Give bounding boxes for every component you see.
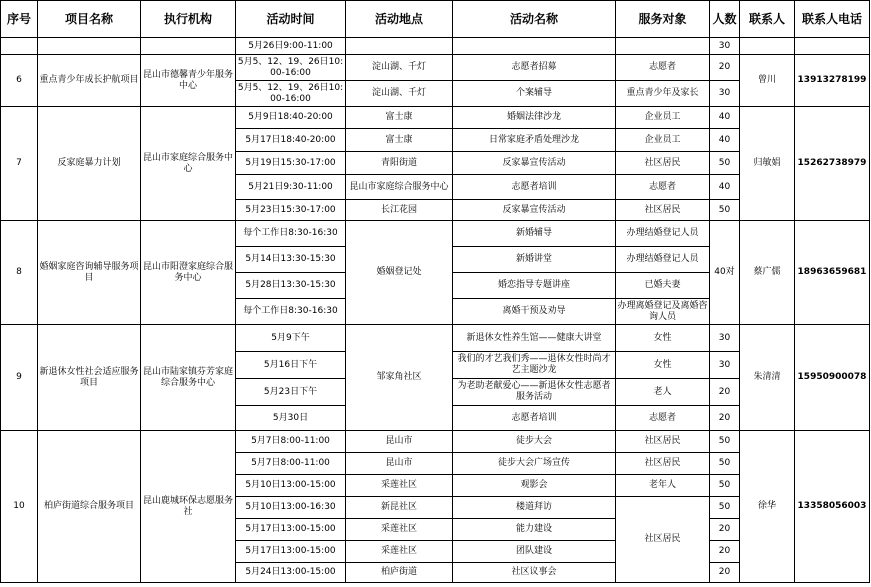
cell-target: 企业员工 xyxy=(616,107,710,129)
cell-activity: 观影会 xyxy=(453,475,616,497)
cell-place: 昆山市 xyxy=(346,453,453,475)
cell-no xyxy=(1,38,38,55)
cell-target: 女性 xyxy=(616,325,710,352)
cell-time: 5月10日13:00-16:30 xyxy=(236,497,346,519)
cell-phone: 18963659681 xyxy=(795,221,870,325)
cell-time: 5月17日13:00-15:00 xyxy=(236,519,346,541)
cell-project: 柏庐街道综合服务项目 xyxy=(38,431,141,583)
cell-time: 5月5、12、19、26日10:00-16:00 xyxy=(236,81,346,107)
cell-count: 50 xyxy=(710,152,740,175)
cell-project: 反家庭暴力计划 xyxy=(38,107,141,221)
cell-contact: 蔡广儒 xyxy=(740,221,795,325)
cell-activity: 徒步大会广场宣传 xyxy=(453,453,616,475)
cell-count: 30 xyxy=(710,81,740,107)
cell-target: 老年人 xyxy=(616,475,710,497)
cell-count: 40 xyxy=(710,129,740,152)
table-row xyxy=(1,107,870,129)
cell-activity: 楼道拜访 xyxy=(453,497,616,519)
cell-activity: 志愿者招募 xyxy=(453,55,616,81)
cell-place: 采莲社区 xyxy=(346,475,453,497)
header-count: 人数 xyxy=(710,1,740,38)
cell-count: 30 xyxy=(710,38,740,55)
cell-place: 富士康 xyxy=(346,107,453,129)
cell-target: 社区居民 xyxy=(616,431,710,453)
cell-place: 长江花园 xyxy=(346,200,453,221)
cell-activity: 婚姻法律沙龙 xyxy=(453,107,616,129)
cell-activity: 社区议事会 xyxy=(453,563,616,583)
cell-count: 20 xyxy=(710,563,740,583)
cell-place: 采莲社区 xyxy=(346,519,453,541)
header-row xyxy=(1,1,870,38)
table-row xyxy=(1,325,870,352)
cell-target: 志愿者 xyxy=(616,406,710,431)
cell-phone: 15950900078 xyxy=(795,325,870,431)
cell-time: 每个工作日8:30-16:30 xyxy=(236,221,346,247)
cell-org: 昆山市阳澄家庭综合服务中心 xyxy=(141,221,236,325)
cell-count: 50 xyxy=(710,200,740,221)
cell-target: 企业员工 xyxy=(616,129,710,152)
cell-activity: 新婚讲堂 xyxy=(453,247,616,273)
table-row xyxy=(1,221,870,247)
cell-contact: 朱清清 xyxy=(740,325,795,431)
header-time: 活动时间 xyxy=(236,1,346,38)
cell-project xyxy=(38,38,141,55)
cell-place: 采莲社区 xyxy=(346,541,453,563)
cell-time: 5月19日15:30-17:00 xyxy=(236,152,346,175)
cell-target xyxy=(616,38,710,55)
cell-project: 婚姻家庭咨询辅导服务项目 xyxy=(38,221,141,325)
cell-count: 50 xyxy=(710,453,740,475)
cell-place: 邹家角社区 xyxy=(346,325,453,431)
cell-place: 柏庐街道 xyxy=(346,563,453,583)
cell-time: 5月23日15:30-17:00 xyxy=(236,200,346,221)
cell-time: 5月23日下午 xyxy=(236,379,346,406)
cell-activity xyxy=(453,38,616,55)
cell-time: 5月28日13:30-15:30 xyxy=(236,273,346,299)
cell-place: 淀山湖、千灯 xyxy=(346,81,453,107)
cell-count: 20 xyxy=(710,406,740,431)
cell-time: 5月21日9:30-11:00 xyxy=(236,175,346,200)
cell-activity: 团队建设 xyxy=(453,541,616,563)
cell-target: 社区居民 xyxy=(616,453,710,475)
cell-count: 20 xyxy=(710,55,740,81)
cell-time: 5月24日13:00-15:00 xyxy=(236,563,346,583)
cell-project: 新退休女性社会适应服务项目 xyxy=(38,325,141,431)
cell-time: 5月5、12、19、26日10:00-16:00 xyxy=(236,55,346,81)
cell-time: 5月10日13:00-15:00 xyxy=(236,475,346,497)
cell-target: 办理离婚登记及离婚咨询人员 xyxy=(616,299,710,325)
cell-time: 5月17日18:40-20:00 xyxy=(236,129,346,152)
cell-place: 淀山湖、千灯 xyxy=(346,55,453,81)
cell-activity: 反家暴宣传活动 xyxy=(453,152,616,175)
cell-activity: 志愿者培训 xyxy=(453,175,616,200)
cell-target: 办理结婚登记人员 xyxy=(616,221,710,247)
cell-time: 5月9日18:40-20:00 xyxy=(236,107,346,129)
cell-target: 志愿者 xyxy=(616,175,710,200)
cell-no: 10 xyxy=(1,431,38,583)
table-row xyxy=(1,431,870,453)
cell-org xyxy=(141,38,236,55)
cell-count: 30 xyxy=(710,352,740,379)
cell-target: 重点青少年及家长 xyxy=(616,81,710,107)
cell-count: 50 xyxy=(710,431,740,453)
cell-activity: 徒步大会 xyxy=(453,431,616,453)
cell-phone: 13913278199 xyxy=(795,55,870,107)
cell-target: 社区居民 xyxy=(616,497,710,583)
cell-activity: 日常家庭矛盾处理沙龙 xyxy=(453,129,616,152)
cell-target: 已婚夫妻 xyxy=(616,273,710,299)
table-row xyxy=(1,55,870,81)
cell-contact xyxy=(740,38,795,55)
cell-contact: 归敏娟 xyxy=(740,107,795,221)
cell-org: 昆山市陆家镇芬芳家庭综合服务中心 xyxy=(141,325,236,431)
cell-activity: 能力建设 xyxy=(453,519,616,541)
cell-time: 5月9下午 xyxy=(236,325,346,352)
cell-time: 每个工作日8:30-16:30 xyxy=(236,299,346,325)
cell-target: 老人 xyxy=(616,379,710,406)
cell-target: 社区居民 xyxy=(616,152,710,175)
cell-time: 5月14日13:30-15:30 xyxy=(236,247,346,273)
cell-time: 5月7日8:00-11:00 xyxy=(236,431,346,453)
cell-activity: 为老助老献爱心——新退休女性志愿者服务活动 xyxy=(453,379,616,406)
cell-place: 昆山市家庭综合服务中心 xyxy=(346,175,453,200)
cell-count: 40对 xyxy=(710,221,740,325)
cell-contact: 曾川 xyxy=(740,55,795,107)
cell-activity: 离婚干预及劝导 xyxy=(453,299,616,325)
header-contact: 联系人 xyxy=(740,1,795,38)
cell-project: 重点青少年成长护航项目 xyxy=(38,55,141,107)
header-project: 项目名称 xyxy=(38,1,141,38)
cell-phone xyxy=(795,38,870,55)
cell-activity: 反家暴宣传活动 xyxy=(453,200,616,221)
cell-count: 50 xyxy=(710,475,740,497)
cell-time: 5月26日9:00-11:00 xyxy=(236,38,346,55)
cell-count: 50 xyxy=(710,497,740,519)
cell-no: 6 xyxy=(1,55,38,107)
cell-target: 社区居民 xyxy=(616,200,710,221)
cell-target: 志愿者 xyxy=(616,55,710,81)
table-row xyxy=(1,38,870,55)
cell-activity: 新婚辅导 xyxy=(453,221,616,247)
cell-activity: 新退休女性养生馆——健康大讲堂 xyxy=(453,325,616,352)
cell-time: 5月30日 xyxy=(236,406,346,431)
cell-count: 40 xyxy=(710,107,740,129)
cell-place xyxy=(346,38,453,55)
cell-count: 40 xyxy=(710,175,740,200)
cell-time: 5月16日下午 xyxy=(236,352,346,379)
cell-no: 8 xyxy=(1,221,38,325)
cell-org: 昆山市德馨青少年服务中心 xyxy=(141,55,236,107)
cell-activity: 志愿者培训 xyxy=(453,406,616,431)
cell-count: 20 xyxy=(710,379,740,406)
header-activity: 活动名称 xyxy=(453,1,616,38)
cell-place: 富士康 xyxy=(346,129,453,152)
header-no: 序号 xyxy=(1,1,38,38)
cell-place: 昆山市 xyxy=(346,431,453,453)
cell-count: 20 xyxy=(710,519,740,541)
cell-time: 5月7日8:00-11:00 xyxy=(236,453,346,475)
cell-activity: 婚恋指导专题讲座 xyxy=(453,273,616,299)
cell-time: 5月17日13:00-15:00 xyxy=(236,541,346,563)
cell-place: 青阳街道 xyxy=(346,152,453,175)
cell-place: 婚姻登记处 xyxy=(346,221,453,325)
cell-org: 昆山鹿城环保志愿服务社 xyxy=(141,431,236,583)
header-org: 执行机构 xyxy=(141,1,236,38)
cell-target: 办理结婚登记人员 xyxy=(616,247,710,273)
cell-no: 7 xyxy=(1,107,38,221)
cell-activity: 我们的才艺我们秀——退休女性时尚才艺主题沙龙 xyxy=(453,352,616,379)
cell-count: 30 xyxy=(710,325,740,352)
cell-contact: 徐华 xyxy=(740,431,795,583)
cell-phone: 13358056003 xyxy=(795,431,870,583)
cell-place: 新昆社区 xyxy=(346,497,453,519)
cell-target: 女性 xyxy=(616,352,710,379)
cell-org: 昆山市家庭综合服务中心 xyxy=(141,107,236,221)
cell-activity: 个案辅导 xyxy=(453,81,616,107)
header-target: 服务对象 xyxy=(616,1,710,38)
cell-count: 20 xyxy=(710,541,740,563)
header-place: 活动地点 xyxy=(346,1,453,38)
header-phone: 联系人电话 xyxy=(795,1,870,38)
cell-no: 9 xyxy=(1,325,38,431)
cell-phone: 15262738979 xyxy=(795,107,870,221)
